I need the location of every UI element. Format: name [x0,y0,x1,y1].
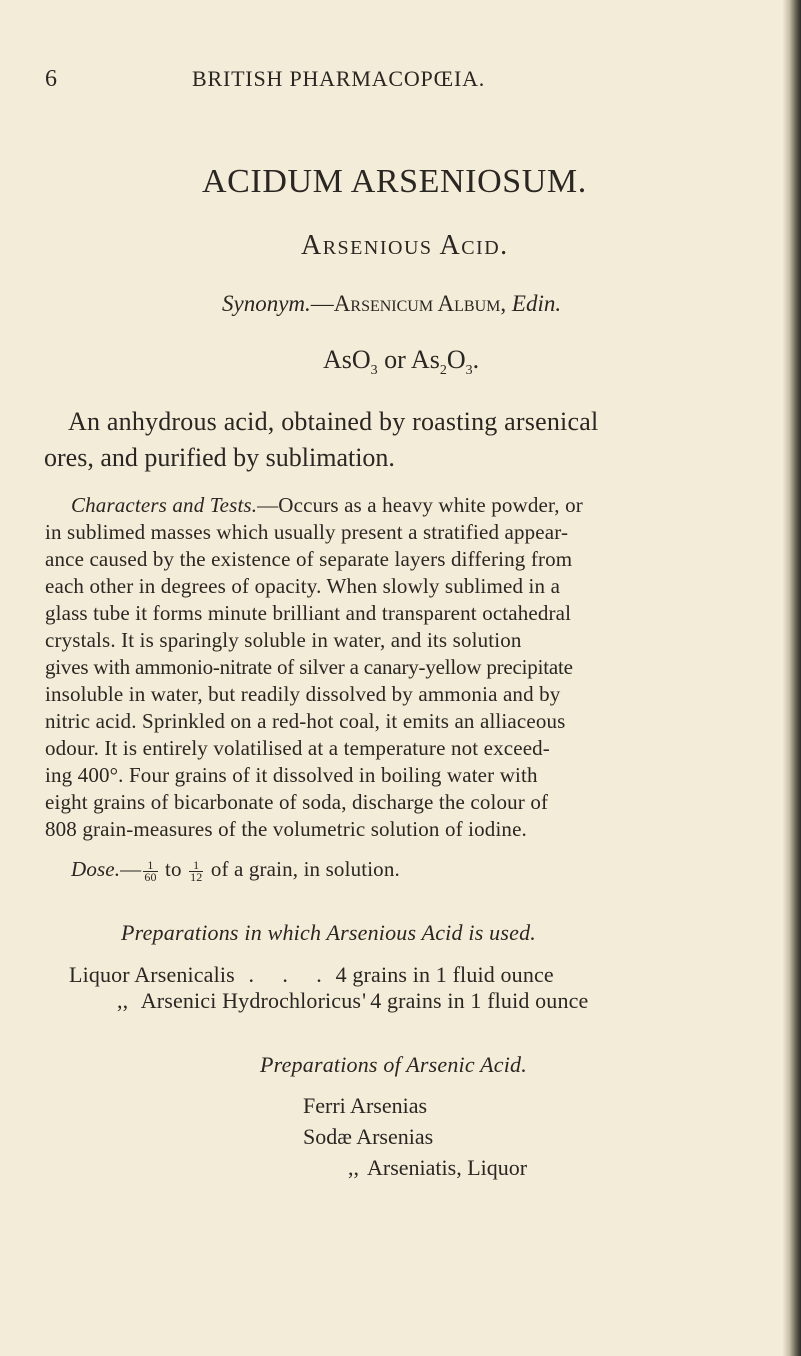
preparation-item [348,1155,527,1181]
description-line: ores, and purified by sublimation. [44,443,395,472]
preparation-strength: 4 grains in 1 fluid ounce [335,962,554,987]
formula-2-base-a: As [410,345,440,374]
characters-line: insoluble in water, but readily dissolved by ammonia and by [45,682,561,706]
preparation-row [69,962,554,988]
characters-line: glass tube it forms minute brilliant and transparent octahedral [45,601,572,625]
formula-or: or [384,345,406,374]
synonym-dash: — [310,291,334,316]
preparation-name: Liquor Arsenicalis [69,962,235,987]
dose-fraction-max-denominator: 12 [190,869,203,884]
description-line: An anhydrous acid, obtained by roasting arsenical [68,407,599,436]
dose-fraction-min-numerator: 1 [143,860,157,872]
characters-line [71,493,583,518]
preparation-leader: ' [362,988,367,1013]
formula-end: . [472,345,480,374]
preparation-item: Ferri Arsenias [303,1093,428,1118]
preparations-of-heading: Preparations of Arsenic Acid. [260,1052,527,1077]
characters-line: nitric acid. Sprinkled on a red-hot coal, it emits an alliaceous [45,709,566,733]
characters-line: odour. It is entirely volatilised at a temperature not exceed- [45,736,550,760]
chemical-formula [323,345,480,378]
synonym-source: Edin. [511,291,562,316]
characters-line: eight grains of bicarbonate of soda, discharge the colour of [45,790,549,814]
ditto-mark: ,, [117,988,129,1013]
characters-line: ance caused by the existence of separate layers differing from [45,547,573,571]
characters-text: —Occurs as a heavy white powder, or [257,493,583,517]
preparation-strength: 4 grains in 1 fluid ounce [370,988,589,1013]
formula-1-subscript: 3 [370,363,378,378]
monograph-title: ACIDUM ARSENIOSUM. [202,163,587,200]
preparation-item: Sodæ Arsenias [303,1124,434,1149]
synonym-label: Synonym. [222,291,311,316]
dose-rest: of a grain, in solution. [210,857,400,881]
characters-line: each other in degrees of opacity. When slowly sublimed in a [45,574,561,598]
synonym-line [222,291,561,317]
dose-fraction-max [189,857,203,884]
dose-to: to [165,857,182,881]
dose-fraction-max-numerator: 1 [189,860,203,872]
dose-dash: — [120,857,142,881]
page-edge-shadow [783,0,801,1356]
characters-line: crystals. It is sparingly soluble in water, and its solution [45,628,522,652]
running-title: BRITISH PHARMACOPŒIA. [192,66,486,91]
preparation-item-text: Arseniatis, Liquor [367,1155,528,1180]
formula-2-base-b: O [446,345,466,374]
preparations-used-heading: Preparations in which Arsenious Acid is used. [121,920,536,945]
dose-fraction-min-denominator: 60 [144,869,157,884]
preparation-leader: . . . [248,962,322,987]
english-name: Arsenious Acid. [301,230,509,261]
synonym-value: Arsenicum Album, [333,291,507,316]
page-number: 6 [45,66,57,92]
preparation-name: Arsenici Hydrochloricus [140,988,362,1013]
formula-1-base: AsO [323,345,371,374]
characters-line: ing 400°. Four grains of it dissolved in boiling water with [45,763,538,787]
dose-line [71,857,400,883]
dose-fraction-min [143,857,157,884]
preparation-row [117,988,588,1014]
characters-line: 808 grain-measures of the volumetric solution of iodine. [45,817,527,841]
characters-line: gives with ammonio-nitrate of silver a canary-yellow precipitate [45,655,573,679]
ditto-mark: ,, [348,1155,359,1180]
formula-2-subscript-b: 3 [465,363,473,378]
formula-2-subscript-a: 2 [439,363,447,378]
characters-line: in sublimed masses which usually present a stratified appear- [45,520,569,544]
characters-label: Characters and Tests. [71,493,258,517]
dose-label: Dose. [71,857,121,881]
